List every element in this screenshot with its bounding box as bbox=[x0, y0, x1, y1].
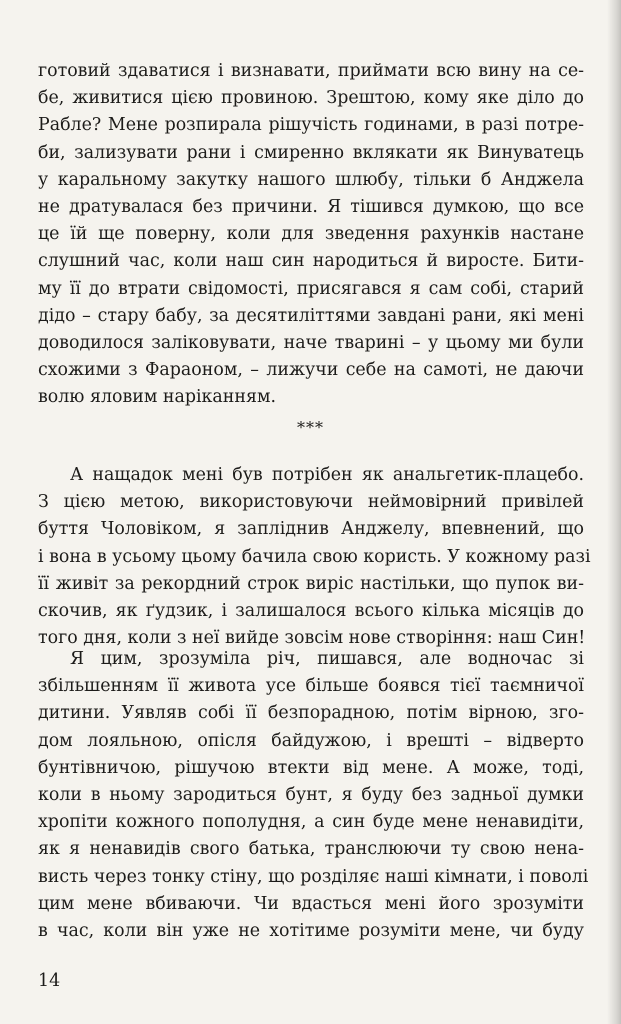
text-line: як я ненавидів свого батька, транслюючи ту свою нена- bbox=[38, 839, 584, 860]
paragraph-1 bbox=[38, 58, 584, 411]
text-line: волю яловим наріканням. bbox=[38, 387, 277, 408]
text-line: А нащадок мені був потрібен як анальгетик-плацебо. bbox=[70, 465, 584, 485]
text-line: му її до втрати свідомості, присягався я сам собі, старий bbox=[38, 278, 584, 299]
text-line: буття Чоловіком, я запліднив Анджелу, впевнений, що bbox=[38, 519, 584, 540]
text-line: дідо – стару бабу, за десятиліттями завдані рани, які мені bbox=[38, 305, 584, 326]
text-line: слушний час, коли наш син народиться й виросте. Бити- bbox=[38, 251, 584, 272]
text-line: готовий здаватися і визнавати, приймати всю вину на се- bbox=[38, 61, 584, 81]
text-line: того дня, коли з неї вийде зовсім нове створіння: наш Син! bbox=[38, 628, 586, 649]
text-line: у каральному закутку нашого шлюбу, тільки б Анджела bbox=[38, 169, 584, 190]
section-separator: *** bbox=[297, 418, 324, 437]
text-line: коли в ньому зародиться бунт, я буду без задньої думки bbox=[38, 784, 584, 805]
text-line: би, зализувати рани і смиренно вклякати як Винуватець bbox=[38, 142, 584, 163]
text-line: це їй ще поверну, коли для зведення рахунків настане bbox=[38, 224, 584, 245]
text-line: дом лояльною, опісля байдужою, і врешті – відверто bbox=[38, 730, 584, 751]
text-line: висть через тонку стіну, що розділяє наші кімнати, і поволі bbox=[38, 866, 589, 887]
text-line: цим мене вбиваючи. Чи вдасться мені його зрозуміти bbox=[38, 893, 584, 914]
text-line: в час, коли він уже не хотітиме розуміти мене, чи буду bbox=[38, 920, 584, 941]
page-number: 14 bbox=[38, 971, 61, 991]
text-line: хропіти кожного пополудня, а син буде мене ненавидіти, bbox=[38, 812, 584, 833]
text-line: схожими з Фараоном, – лижучи себе на самоті, не даючи bbox=[38, 360, 584, 381]
text-line: Я цим, зрозуміла річ, пишався, але водночас зі bbox=[70, 649, 584, 669]
text-line: і вона в усьому цьому бачила свою користь. У кожному разі bbox=[38, 546, 591, 567]
text-line: бунтівничою, рішучою втекти від мене. А може, тоді, bbox=[38, 757, 584, 778]
text-line: її живіт за рекордний строк виріс настільки, що пупок ви- bbox=[38, 573, 584, 594]
text-line: скочив, як ґудзик, і залишалося всього кілька місяців до bbox=[38, 600, 584, 621]
text-line: не дратувалася без причини. Я тішився думкою, що все bbox=[38, 196, 584, 217]
text-line: Рабле? Мене розпирала рішучість годинами, в разі потре- bbox=[38, 115, 584, 136]
paragraph-3 bbox=[38, 646, 589, 945]
text-line: дитини. Уявляв собі її безпорадною, потім вірною, зго- bbox=[38, 703, 584, 724]
page-edge-shadow bbox=[607, 0, 621, 1024]
text-line: збільшенням її живота усе більше боявся тієї таємничої bbox=[38, 676, 584, 697]
paragraph-2 bbox=[38, 462, 591, 652]
text-line: бе, живитися цією провиною. Зрештою, кому яке діло до bbox=[38, 88, 584, 109]
text-line: З цією метою, використовуючи неймовірний привілей bbox=[38, 492, 584, 513]
text-line: доводилося заліковувати, наче тварині – у цьому ми були bbox=[38, 332, 584, 353]
